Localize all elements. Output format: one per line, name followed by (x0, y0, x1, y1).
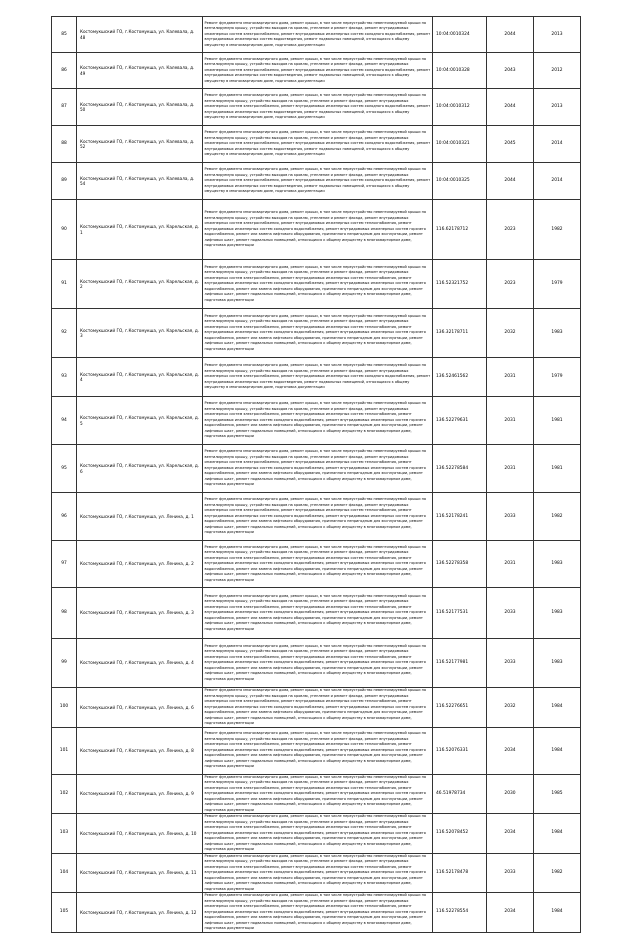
address-cell: Костомукшский ГО, г.Костомукша, ул. Ленина, д. 4 (77, 639, 203, 688)
work-description-cell: Ремонт фундамента многоквартирного дома, ремонт крыши, в том числе переустройство невентилируемой крыши на вентилируемую крышу, устройство выходов на кровлю, утепление и ремонт фасада, ремонт внутридомовых инженерных систем электроснабжения, ремонт внутридомовых инженерных систем теплоснабжения, ремонт внутридомовых инженерных систем холодного водоснабжения, ремонт внутридомовых инженерных систем горячего водоснабжения, ремонт или замена лифтового оборудования, признанного непригодным для эксплуатации, ремонт лифтовых шахт, ремонт подвальных помещений, относящихся к общему имуществу в многоквартирном доме, подготовка документации (203, 260, 433, 309)
work-description-cell: Ремонт фундамента многоквартирного дома, ремонт крыши, в том числе переустройство невентилируемой крыши на вентилируемую крышу, устройство выходов на кровлю, утепление и ремонт фасада, ремонт внутридомовых инженерных систем электроснабжения, ремонт внутридомовых инженерных систем холодного водоснабжения, ремонт внутридомовых инженерных систем водоотведения, ремонт подвальных помещений, относящихся к общему имуществу в многоквартирном доме, подготовка документации (203, 53, 433, 89)
work-description-cell: Ремонт фундамента многоквартирного дома, ремонт крыши, в том числе переустройство невентилируемой крыши на вентилируемую крышу, устройство выходов на кровлю, утепление и ремонт фасада, ремонт внутридомовых инженерных систем электроснабжения, ремонт внутридомовых инженерных систем теплоснабжения, ремонт внутридомовых инженерных систем холодного водоснабжения, ремонт внутридомовых инженерных систем горячего водоснабжения, ремонт или замена лифтового оборудования, признанного непригодным для эксплуатации, ремонт лифтовых шахт, ремонт подвальных помещений, относящихся к общему имуществу в многоквартирном доме, подготовка документации (203, 727, 433, 774)
cadastral-number-cell: 116.52278554 (433, 893, 487, 933)
commissioning-year-cell: 2014 (534, 126, 581, 163)
commissioning-year-cell: 1979 (534, 358, 581, 397)
commissioning-year-cell: 1981 (534, 397, 581, 445)
row-number: 94 (52, 397, 77, 445)
table-row (52, 493, 581, 541)
planned-year-cell: 2044 (487, 163, 534, 200)
commissioning-year-cell: 2014 (534, 163, 581, 200)
cadastral-number-cell: 10:04:0010321 (433, 126, 487, 163)
address-cell: Костомукшский ГО, г.Костомукша, ул. Карельская, д. 2 (77, 260, 203, 309)
planned-year-cell: 2031 (487, 445, 534, 493)
row-number: 95 (52, 445, 77, 493)
address-cell: Костомукшский ГО, г.Костомукша, ул. Карельская, д. 5 (77, 397, 203, 445)
work-description-cell: Ремонт фундамента многоквартирного дома, ремонт крыши, в том числе переустройство невентилируемой крыши на вентилируемую крышу, устройство выходов на кровлю, утепление и ремонт фасада, ремонт внутридомовых инженерных систем электроснабжения, ремонт внутридомовых инженерных систем теплоснабжения, ремонт внутридомовых инженерных систем холодного водоснабжения, ремонт внутридомовых инженерных систем горячего водоснабжения, ремонт или замена лифтового оборудования, признанного непригодным для эксплуатации, ремонт лифтовых шахт, ремонт подвальных помещений, относящихся к общему имуществу в многоквартирном доме, подготовка документации (203, 588, 433, 639)
commissioning-year-cell: 1983 (534, 639, 581, 688)
table-row (52, 853, 581, 893)
work-description-cell: Ремонт фундамента многоквартирного дома, ремонт крыши, в том числе переустройство невентилируемой крыши на вентилируемую крышу, устройство выходов на кровлю, утепление и ремонт фасада, ремонт внутридомовых инженерных систем электроснабжения, ремонт внутридомовых инженерных систем теплоснабжения, ремонт внутридомовых инженерных систем холодного водоснабжения, ремонт внутридомовых инженерных систем горячего водоснабжения, ремонт или замена лифтового оборудования, признанного непригодным для эксплуатации, ремонт лифтовых шахт, ремонт подвальных помещений, относящихся к общему имуществу в многоквартирном доме, подготовка документации (203, 814, 433, 854)
work-description-cell: Ремонт фундамента многоквартирного дома, ремонт крыши, в том числе переустройство невентилируемой крыши на вентилируемую крышу, устройство выходов на кровлю, утепление и ремонт фасада, ремонт внутридомовых инженерных систем электроснабжения, ремонт внутридомовых инженерных систем теплоснабжения, ремонт внутридомовых инженерных систем холодного водоснабжения, ремонт внутридомовых инженерных систем горячего водоснабжения, ремонт или замена лифтового оборудования, признанного непригодным для эксплуатации, ремонт лифтовых шахт, ремонт подвальных помещений, относящихся к общему имуществу в многоквартирном доме, подготовка документации (203, 445, 433, 493)
work-description-cell: Ремонт фундамента многоквартирного дома, ремонт крыши, в том числе переустройство невентилируемой крыши на вентилируемую крышу, устройство выходов на кровлю, утепление и ремонт фасада, ремонт внутридомовых инженерных систем электроснабжения, ремонт внутридомовых инженерных систем холодного водоснабжения, ремонт внутридомовых инженерных систем водоотведения, ремонт подвальных помещений, относящихся к общему имуществу в многоквартирном доме, подготовка документации (203, 89, 433, 126)
row-number: 90 (52, 200, 77, 260)
cadastral-number-cell: 136.52279631 (433, 397, 487, 445)
planned-year-cell: 2031 (487, 541, 534, 588)
commissioning-year-cell: 1982 (534, 493, 581, 541)
address-cell: Костомукшский ГО, г.Костомукша, ул. Карельская, д. 1 (77, 200, 203, 260)
table-row (52, 358, 581, 397)
work-description-cell: Ремонт фундамента многоквартирного дома, ремонт крыши, в том числе переустройство невентилируемой крыши на вентилируемую крышу, устройство выходов на кровлю, утепление и ремонт фасада, ремонт внутридомовых инженерных систем электроснабжения, ремонт внутридомовых инженерных систем теплоснабжения, ремонт внутридомовых инженерных систем холодного водоснабжения, ремонт внутридомовых инженерных систем горячего водоснабжения, ремонт или замена лифтового оборудования, признанного непригодным для эксплуатации, ремонт лифтовых шахт, ремонт подвальных помещений, относящихся к общему имуществу в многоквартирном доме, подготовка документации (203, 541, 433, 588)
cadastral-number-cell: 116.52078452 (433, 814, 487, 854)
planned-year-cell: 2031 (487, 397, 534, 445)
cadastral-number-cell: 136.52461562 (433, 358, 487, 397)
address-cell: Костомукшский ГО, г.Костомукша, ул. Калевала, д. 52 (77, 126, 203, 163)
commissioning-year-cell: 1979 (534, 260, 581, 309)
work-description-cell: Ремонт фундамента многоквартирного дома, ремонт крыши, в том числе переустройство невентилируемой крыши на вентилируемую крышу, устройство выходов на кровлю, утепление и ремонт фасада, ремонт внутридомовых инженерных систем электроснабжения, ремонт внутридомовых инженерных систем теплоснабжения, ремонт внутридомовых инженерных систем холодного водоснабжения, ремонт внутридомовых инженерных систем горячего водоснабжения, ремонт или замена лифтового оборудования, признанного непригодным для эксплуатации, ремонт лифтовых шахт, ремонт подвальных помещений, относящихся к общему имуществу в многоквартирном доме, подготовка документации (203, 893, 433, 933)
planned-year-cell: 2023 (487, 200, 534, 260)
table-row (52, 89, 581, 126)
planned-year-cell: 2033 (487, 588, 534, 639)
commissioning-year-cell: 1984 (534, 727, 581, 774)
cadastral-number-cell: 116.52276651 (433, 688, 487, 728)
cadastral-number-cell: 136.52278584 (433, 445, 487, 493)
planned-year-cell: 2023 (487, 260, 534, 309)
planned-year-cell: 2034 (487, 814, 534, 854)
work-description-cell: Ремонт фундамента многоквартирного дома, ремонт крыши, в том числе переустройство невентилируемой крыши на вентилируемую крышу, устройство выходов на кровлю, утепление и ремонт фасада, ремонт внутридомовых инженерных систем электроснабжения, ремонт внутридомовых инженерных систем холодного водоснабжения, ремонт внутридомовых инженерных систем водоотведения, ремонт подвальных помещений, относящихся к общему имуществу в многоквартирном доме, подготовка документации (203, 17, 433, 53)
planned-year-cell: 2043 (487, 53, 534, 89)
table-row (52, 639, 581, 688)
row-number: 92 (52, 309, 77, 358)
address-cell: Костомукшский ГО, г.Костомукша, ул. Ленина, д. 11 (77, 853, 203, 893)
cadastral-number-cell: 116.52177531 (433, 588, 487, 639)
cadastral-number-cell: 136.52278358 (433, 541, 487, 588)
commissioning-year-cell: 1983 (534, 309, 581, 358)
row-number: 101 (52, 727, 77, 774)
table-row (52, 445, 581, 493)
work-description-cell: Ремонт фундамента многоквартирного дома, ремонт крыши, в том числе переустройство невентилируемой крыши на вентилируемую крышу, устройство выходов на кровлю, утепление и ремонт фасада, ремонт внутридомовых инженерных систем электроснабжения, ремонт внутридомовых инженерных систем холодного водоснабжения, ремонт внутридомовых инженерных систем водоотведения, ремонт подвальных помещений, относящихся к общему имуществу в многоквартирном доме, подготовка документации (203, 358, 433, 397)
row-number: 103 (52, 814, 77, 854)
planned-year-cell: 2030 (487, 774, 534, 814)
planned-year-cell: 2033 (487, 639, 534, 688)
work-description-cell: Ремонт фундамента многоквартирного дома, ремонт крыши, в том числе переустройство невентилируемой крыши на вентилируемую крышу, устройство выходов на кровлю, утепление и ремонт фасада, ремонт внутридомовых инженерных систем электроснабжения, ремонт внутридомовых инженерных систем теплоснабжения, ремонт внутридомовых инженерных систем холодного водоснабжения, ремонт внутридомовых инженерных систем горячего водоснабжения, ремонт или замена лифтового оборудования, признанного непригодным для эксплуатации, ремонт лифтовых шахт, ремонт подвальных помещений, относящихся к общему имуществу в многоквартирном доме, подготовка документации (203, 200, 433, 260)
address-cell: Костомукшский ГО, г.Костомукша, ул. Ленина, д. 10 (77, 814, 203, 854)
address-cell: Костомукшский ГО, г.Костомукша, ул. Калевала, д. 50 (77, 89, 203, 126)
work-description-cell: Ремонт фундамента многоквартирного дома, ремонт крыши, в том числе переустройство невентилируемой крыши на вентилируемую крышу, устройство выходов на кровлю, утепление и ремонт фасада, ремонт внутридомовых инженерных систем электроснабжения, ремонт внутридомовых инженерных систем теплоснабжения, ремонт внутридомовых инженерных систем холодного водоснабжения, ремонт внутридомовых инженерных систем горячего водоснабжения, ремонт или замена лифтового оборудования, признанного непригодным для эксплуатации, ремонт лифтовых шахт, ремонт подвальных помещений, относящихся к общему имуществу в многоквартирном доме, подготовка документации (203, 493, 433, 541)
table-row (52, 588, 581, 639)
work-description-cell: Ремонт фундамента многоквартирного дома, ремонт крыши, в том числе переустройство невентилируемой крыши на вентилируемую крышу, устройство выходов на кровлю, утепление и ремонт фасада, ремонт внутридомовых инженерных систем электроснабжения, ремонт внутридомовых инженерных систем теплоснабжения, ремонт внутридомовых инженерных систем холодного водоснабжения, ремонт внутридомовых инженерных систем горячего водоснабжения, ремонт или замена лифтового оборудования, признанного непригодным для эксплуатации, ремонт лифтовых шахт, ремонт подвальных помещений, относящихся к общему имуществу в многоквартирном доме, подготовка документации (203, 397, 433, 445)
table-row (52, 260, 581, 309)
planned-year-cell: 2033 (487, 493, 534, 541)
work-description-cell: Ремонт фундамента многоквартирного дома, ремонт крыши, в том числе переустройство невентилируемой крыши на вентилируемую крышу, устройство выходов на кровлю, утепление и ремонт фасада, ремонт внутридомовых инженерных систем электроснабжения, ремонт внутридомовых инженерных систем холодного водоснабжения, ремонт внутридомовых инженерных систем водоотведения, ремонт подвальных помещений, относящихся к общему имуществу в многоквартирном доме, подготовка документации (203, 163, 433, 200)
cadastral-number-cell: 10:04:0010325 (433, 163, 487, 200)
commissioning-year-cell: 1984 (534, 814, 581, 854)
planned-year-cell: 2034 (487, 727, 534, 774)
row-number: 97 (52, 541, 77, 588)
row-number: 98 (52, 588, 77, 639)
commissioning-year-cell: 2013 (534, 89, 581, 126)
address-cell: Костомукшский ГО, г.Костомукша, ул. Ленина, д. 6 (77, 688, 203, 728)
cadastral-number-cell: 10:04:0010324 (433, 17, 487, 53)
document-page (51, 16, 580, 933)
row-number: 87 (52, 89, 77, 126)
cadastral-number-cell: 116.52177981 (433, 639, 487, 688)
planned-year-cell: 2034 (487, 893, 534, 933)
planned-year-cell: 2032 (487, 688, 534, 728)
work-description-cell: Ремонт фундамента многоквартирного дома, ремонт крыши, в том числе переустройство невентилируемой крыши на вентилируемую крышу, устройство выходов на кровлю, утепление и ремонт фасада, ремонт внутридомовых инженерных систем электроснабжения, ремонт внутридомовых инженерных систем теплоснабжения, ремонт внутридомовых инженерных систем холодного водоснабжения, ремонт внутридомовых инженерных систем горячего водоснабжения, ремонт или замена лифтового оборудования, признанного непригодным для эксплуатации, ремонт лифтовых шахт, ремонт подвальных помещений, относящихся к общему имуществу в многоквартирном доме, подготовка документации (203, 688, 433, 728)
row-number: 104 (52, 853, 77, 893)
address-cell: Костомукшский ГО, г.Костомукша, ул. Ленина, д. 3 (77, 588, 203, 639)
cadastral-number-cell: 136.32178711 (433, 309, 487, 358)
address-cell: Костомукшский ГО, г.Костомукша, ул. Карельская, д. 6 (77, 445, 203, 493)
work-description-cell: Ремонт фундамента многоквартирного дома, ремонт крыши, в том числе переустройство невентилируемой крыши на вентилируемую крышу, устройство выходов на кровлю, утепление и ремонт фасада, ремонт внутридомовых инженерных систем электроснабжения, ремонт внутридомовых инженерных систем холодного водоснабжения, ремонт внутридомовых инженерных систем водоотведения, ремонт подвальных помещений, относящихся к общему имуществу в многоквартирном доме, подготовка документации (203, 126, 433, 163)
work-description-cell: Ремонт фундамента многоквартирного дома, ремонт крыши, в том числе переустройство невентилируемой крыши на вентилируемую крышу, устройство выходов на кровлю, утепление и ремонт фасада, ремонт внутридомовых инженерных систем электроснабжения, ремонт внутридомовых инженерных систем теплоснабжения, ремонт внутридомовых инженерных систем холодного водоснабжения, ремонт внутридомовых инженерных систем горячего водоснабжения, ремонт или замена лифтового оборудования, признанного непригодным для эксплуатации, ремонт лифтовых шахт, ремонт подвальных помещений, относящихся к общему имуществу в многоквартирном доме, подготовка документации (203, 853, 433, 893)
cadastral-number-cell: 10:04:0010312 (433, 89, 487, 126)
row-number: 102 (52, 774, 77, 814)
table-row (52, 200, 581, 260)
planned-year-cell: 2033 (487, 853, 534, 893)
cadastral-number-cell: 116.52178478 (433, 853, 487, 893)
commissioning-year-cell: 2012 (534, 53, 581, 89)
address-cell: Костомукшский ГО, г.Костомукша, ул. Карельская, д. 4 (77, 358, 203, 397)
table-row (52, 688, 581, 728)
cadastral-number-cell: 116.52076331 (433, 727, 487, 774)
row-number: 88 (52, 126, 77, 163)
cadastral-number-cell: 116.52321752 (433, 260, 487, 309)
address-cell: Костомукшский ГО, г.Костомукша, ул. Ленина, д. 2 (77, 541, 203, 588)
work-description-cell: Ремонт фундамента многоквартирного дома, ремонт крыши, в том числе переустройство невентилируемой крыши на вентилируемую крышу, устройство выходов на кровлю, утепление и ремонт фасада, ремонт внутридомовых инженерных систем электроснабжения, ремонт внутридомовых инженерных систем теплоснабжения, ремонт внутридомовых инженерных систем холодного водоснабжения, ремонт внутридомовых инженерных систем горячего водоснабжения, ремонт или замена лифтового оборудования, признанного непригодным для эксплуатации, ремонт лифтовых шахт, ремонт подвальных помещений, относящихся к общему имуществу в многоквартирном доме, подготовка документации (203, 774, 433, 814)
commissioning-year-cell: 1983 (534, 541, 581, 588)
commissioning-year-cell: 1981 (534, 445, 581, 493)
commissioning-year-cell: 1984 (534, 688, 581, 728)
address-cell: Костомукшский ГО, г.Костомукша, ул. Карельская, д. 3 (77, 309, 203, 358)
commissioning-year-cell: 1982 (534, 853, 581, 893)
table-row (52, 53, 581, 89)
planned-year-cell: 2044 (487, 89, 534, 126)
cadastral-number-cell: 116.52178241 (433, 493, 487, 541)
table-row (52, 163, 581, 200)
cadastral-number-cell: 10:04:0010328 (433, 53, 487, 89)
row-number: 100 (52, 688, 77, 728)
table-row (52, 814, 581, 854)
address-cell: Костомукшский ГО, г.Костомукша, ул. Калевала, д. 49 (77, 53, 203, 89)
row-number: 91 (52, 260, 77, 309)
table-row (52, 397, 581, 445)
table-row (52, 541, 581, 588)
repair-program-table (51, 16, 581, 933)
commissioning-year-cell: 1985 (534, 774, 581, 814)
planned-year-cell: 2044 (487, 17, 534, 53)
row-number: 96 (52, 493, 77, 541)
row-number: 99 (52, 639, 77, 688)
table-body (52, 17, 581, 933)
address-cell: Костомукшский ГО, г.Костомукша, ул. Калевала, д. 48 (77, 17, 203, 53)
table-row (52, 727, 581, 774)
table-row (52, 309, 581, 358)
row-number: 93 (52, 358, 77, 397)
cadastral-number-cell: 46.51978734 (433, 774, 487, 814)
row-number: 85 (52, 17, 77, 53)
work-description-cell: Ремонт фундамента многоквартирного дома, ремонт крыши, в том числе переустройство невентилируемой крыши на вентилируемую крышу, устройство выходов на кровлю, утепление и ремонт фасада, ремонт внутридомовых инженерных систем электроснабжения, ремонт внутридомовых инженерных систем теплоснабжения, ремонт внутридомовых инженерных систем холодного водоснабжения, ремонт внутридомовых инженерных систем горячего водоснабжения, ремонт или замена лифтового оборудования, признанного непригодным для эксплуатации, ремонт лифтовых шахт, ремонт подвальных помещений, относящихся к общему имуществу в многоквартирном доме, подготовка документации (203, 639, 433, 688)
commissioning-year-cell: 1982 (534, 200, 581, 260)
table-row (52, 126, 581, 163)
commissioning-year-cell: 2013 (534, 17, 581, 53)
commissioning-year-cell: 1984 (534, 893, 581, 933)
row-number: 105 (52, 893, 77, 933)
table-row (52, 17, 581, 53)
table-row (52, 774, 581, 814)
planned-year-cell: 2031 (487, 358, 534, 397)
table-row (52, 893, 581, 933)
address-cell: Костомукшский ГО, г.Костомукша, ул. Ленина, д. 1 (77, 493, 203, 541)
address-cell: Костомукшский ГО, г.Костомукша, ул. Ленина, д. 8 (77, 727, 203, 774)
work-description-cell: Ремонт фундамента многоквартирного дома, ремонт крыши, в том числе переустройство невентилируемой крыши на вентилируемую крышу, устройство выходов на кровлю, утепление и ремонт фасада, ремонт внутридомовых инженерных систем электроснабжения, ремонт внутридомовых инженерных систем теплоснабжения, ремонт внутридомовых инженерных систем холодного водоснабжения, ремонт внутридомовых инженерных систем горячего водоснабжения, ремонт или замена лифтового оборудования, признанного непригодным для эксплуатации, ремонт лифтовых шахт, ремонт подвальных помещений, относящихся к общему имуществу в многоквартирном доме, подготовка документации (203, 309, 433, 358)
row-number: 86 (52, 53, 77, 89)
commissioning-year-cell: 1983 (534, 588, 581, 639)
address-cell: Костомукшский ГО, г.Костомукша, ул. Калевала, д. 54 (77, 163, 203, 200)
planned-year-cell: 2032 (487, 309, 534, 358)
address-cell: Костомукшский ГО, г.Костомукша, ул. Ленина, д. 12 (77, 893, 203, 933)
planned-year-cell: 2045 (487, 126, 534, 163)
cadastral-number-cell: 116.62178712 (433, 200, 487, 260)
row-number: 89 (52, 163, 77, 200)
address-cell: Костомукшский ГО, г.Костомукша, ул. Ленина, д. 9 (77, 774, 203, 814)
